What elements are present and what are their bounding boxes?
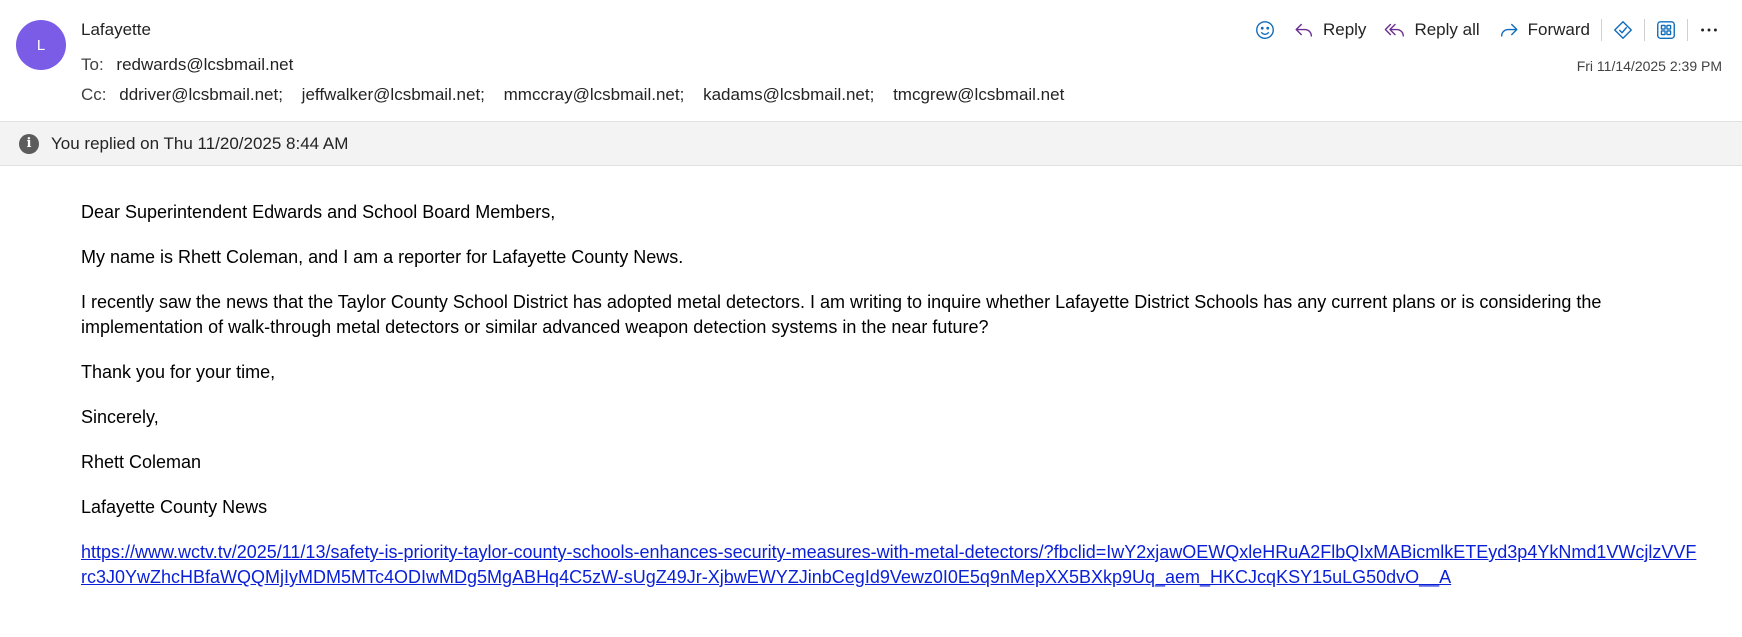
toolbar-divider [1601, 19, 1602, 41]
avatar[interactable]: L [16, 20, 66, 70]
tag-icon [1612, 19, 1634, 41]
reply-icon [1293, 19, 1315, 41]
forward-button[interactable] [1489, 12, 1599, 48]
reply-all-icon [1384, 19, 1406, 41]
apps-button[interactable] [1647, 12, 1685, 48]
message-toolbar [1246, 12, 1728, 48]
toolbar-divider [1687, 19, 1688, 41]
info-icon: i [19, 134, 39, 154]
sender-name[interactable]: Lafayette [81, 20, 151, 39]
article-link[interactable]: https://www.wctv.tv/2025/11/13/safety-is-priority-taylor-county-schools-enhances-security-measures-with-metal-detectors/?fbclid=IwY2xjawOEWQxleHRuA2FlbQIxMABicmlkETEyd3p4YkNmd1VWcjlzVVFrc3J0YwZhcHBfaWQQMjIyMDM5MTc4ODIwMDg5MgABHq4C5zW-sUgZ49Jr-XjbwEWYZJinbCegId9Vewz0I0E5q9nMepXX5BXkp9Uq_aem_HKCJcqKSY15uLG50dvO__A [81, 542, 1697, 587]
body-paragraph: Thank you for your time, [81, 362, 276, 382]
more-actions-button[interactable] [1690, 12, 1728, 48]
reply-all-label: Reply all [1414, 20, 1480, 39]
apps-grid-icon [1655, 19, 1677, 41]
greeting: Dear Superintendent Edwards and School Board Members, [81, 202, 556, 222]
reply-button[interactable] [1284, 12, 1375, 48]
forward-label: Forward [1527, 20, 1590, 39]
reply-all-button[interactable] [1375, 12, 1488, 48]
message-body [81, 200, 1701, 590]
forward-icon [1498, 19, 1520, 41]
replied-info-bar [0, 121, 1742, 166]
cc-line [81, 85, 1078, 105]
body-paragraph: I recently saw the news that the Taylor County School District has adopted metal detectors. I am writing to inquire whether Lafayette District Schools has any current plans or is considering the implementation of walk-through metal detectors or similar advanced weapon detection systems in the near future? [81, 292, 1602, 337]
reaction-button[interactable] [1246, 12, 1284, 48]
cc-recipient[interactable]: ddriver@lcsbmail.net; [119, 85, 283, 104]
reply-label: Reply [1322, 20, 1367, 39]
smiley-icon [1254, 19, 1276, 41]
signature-name: Rhett Coleman [81, 452, 202, 472]
toolbar-divider [1644, 19, 1645, 41]
replied-info-text: You replied on Thu 11/20/2025 8:44 AM [51, 133, 349, 153]
body-paragraph: My name is Rhett Coleman, and I am a reporter for Lafayette County News. [81, 247, 684, 267]
to-label: To: [81, 55, 104, 74]
signature-org: Lafayette County News [81, 497, 268, 517]
cc-recipient[interactable]: kadams@lcsbmail.net; [703, 85, 875, 104]
to-line [81, 55, 293, 75]
cc-label: Cc: [81, 85, 107, 104]
cc-recipient[interactable]: jeffwalker@lcsbmail.net; [301, 85, 485, 104]
to-recipient[interactable]: redwards@lcsbmail.net [116, 55, 294, 74]
cc-recipient[interactable]: mmccray@lcsbmail.net; [503, 85, 685, 104]
more-icon [1698, 19, 1720, 41]
cc-recipient[interactable]: tmcgrew@lcsbmail.net [893, 85, 1065, 104]
closing: Sincerely, [81, 407, 159, 427]
sticky-note-button[interactable] [1604, 12, 1642, 48]
received-date: Fri 11/14/2025 2:39 PM [1576, 58, 1722, 74]
